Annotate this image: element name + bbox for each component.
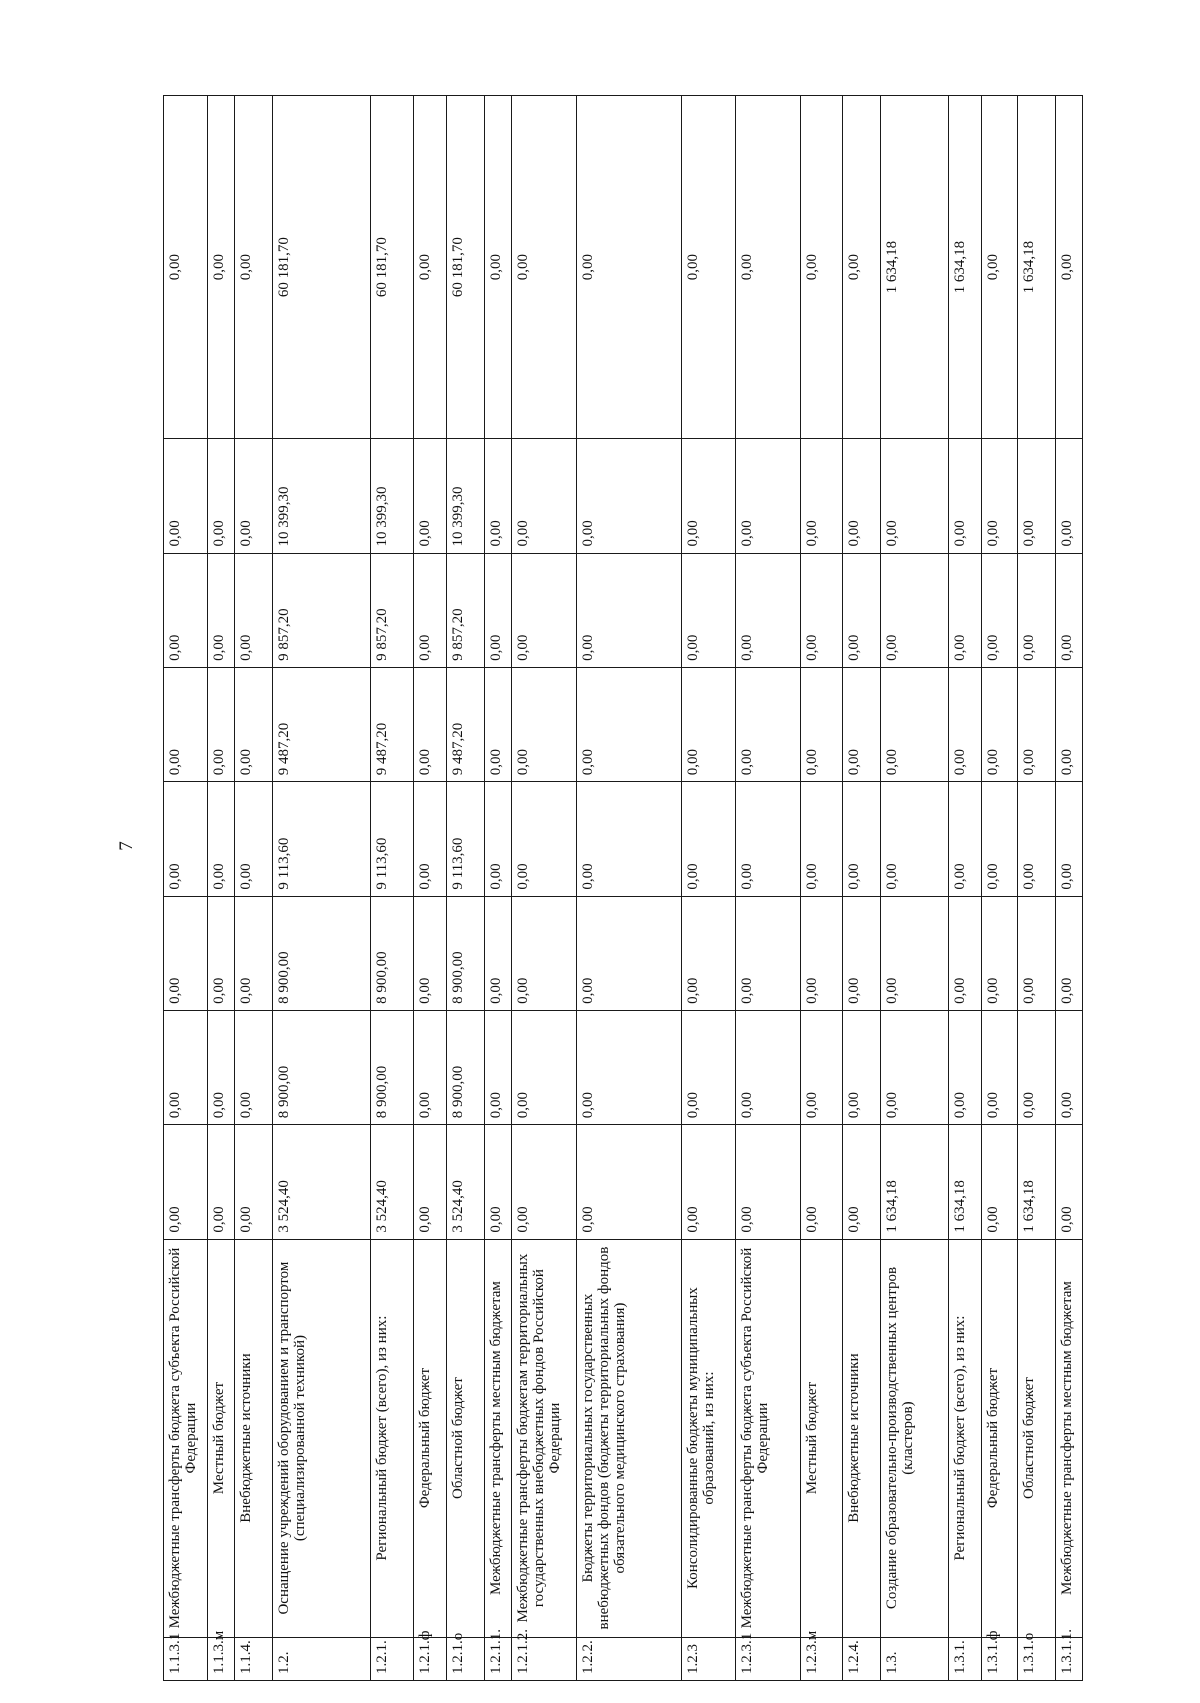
- value-cell: 0,00: [843, 553, 881, 667]
- value-cell: 0,00: [164, 553, 208, 667]
- value-cell: 0,00: [234, 896, 272, 1010]
- value-cell: 0,00: [948, 667, 982, 781]
- value-cell: 0,00: [948, 782, 982, 896]
- value-cell: 1 634,18: [881, 1125, 948, 1239]
- value-cell: 0,00: [164, 782, 208, 896]
- value-cell: 0,00: [164, 439, 208, 553]
- value-cell: 1 634,18: [948, 96, 982, 439]
- table-row: [164, 96, 208, 1681]
- value-cell: 0,00: [682, 667, 736, 781]
- value-cell: 0,00: [413, 439, 447, 553]
- value-cell: 0,00: [682, 782, 736, 896]
- table-row: [982, 96, 1018, 1681]
- value-cell: 0,00: [576, 782, 681, 896]
- table-row: [576, 96, 681, 1681]
- row-code: 1.1.4.: [234, 1637, 272, 1680]
- value-cell: 9 487,20: [371, 667, 414, 781]
- value-cell: 0,00: [485, 667, 512, 781]
- value-cell: 0,00: [881, 439, 948, 553]
- value-cell: 9 857,20: [272, 553, 371, 667]
- value-cell: 0,00: [1017, 439, 1055, 553]
- value-cell: 0,00: [1056, 1010, 1083, 1124]
- value-cell: 0,00: [413, 782, 447, 896]
- value-cell: 0,00: [164, 96, 208, 439]
- value-cell: 0,00: [485, 1010, 512, 1124]
- row-code: 1.1.3.1: [164, 1637, 208, 1680]
- value-cell: 0,00: [576, 439, 681, 553]
- budget-table-container: [163, 95, 1083, 1681]
- value-cell: 0,00: [982, 1125, 1018, 1239]
- value-cell: 0,00: [948, 896, 982, 1010]
- row-code: 1.2.2.: [576, 1637, 681, 1680]
- value-cell: 8 900,00: [371, 896, 414, 1010]
- table-row: [948, 96, 982, 1681]
- row-name: Межбюджетные трансферты бюджета субъекта Российской Федерации: [735, 1239, 800, 1637]
- row-code: 1.2.1.2.: [512, 1637, 577, 1680]
- value-cell: 0,00: [735, 667, 800, 781]
- value-cell: 0,00: [800, 1125, 843, 1239]
- value-cell: 0,00: [843, 439, 881, 553]
- value-cell: 0,00: [800, 667, 843, 781]
- value-cell: 0,00: [982, 896, 1018, 1010]
- value-cell: 0,00: [1056, 553, 1083, 667]
- value-cell: 0,00: [881, 667, 948, 781]
- value-cell: 0,00: [735, 439, 800, 553]
- value-cell: 0,00: [881, 782, 948, 896]
- row-code: 1.3.1.ф: [982, 1637, 1018, 1680]
- value-cell: 0,00: [843, 1010, 881, 1124]
- value-cell: 0,00: [843, 96, 881, 439]
- value-cell: 0,00: [234, 553, 272, 667]
- value-cell: 0,00: [512, 896, 577, 1010]
- value-cell: 9 857,20: [447, 553, 485, 667]
- row-code: 1.2.3.1: [735, 1637, 800, 1680]
- value-cell: 0,00: [982, 439, 1018, 553]
- row-name: Межбюджетные трансферты местным бюджетам: [1056, 1239, 1083, 1637]
- value-cell: 8 900,00: [447, 896, 485, 1010]
- value-cell: 0,00: [413, 1010, 447, 1124]
- table-row: [413, 96, 447, 1681]
- row-name: Региональный бюджет (всего), из них:: [371, 1239, 414, 1637]
- value-cell: 0,00: [735, 782, 800, 896]
- value-cell: 1 634,18: [881, 96, 948, 439]
- value-cell: 0,00: [682, 553, 736, 667]
- value-cell: 10 399,30: [447, 439, 485, 553]
- row-code: 1.2.3.м: [800, 1637, 843, 1680]
- value-cell: 0,00: [164, 1125, 208, 1239]
- value-cell: 8 900,00: [272, 896, 371, 1010]
- value-cell: 3 524,40: [371, 1125, 414, 1239]
- row-code: 1.2.1.ф: [413, 1637, 447, 1680]
- value-cell: 9 487,20: [272, 667, 371, 781]
- row-name: Местный бюджет: [800, 1239, 843, 1637]
- value-cell: 0,00: [576, 1010, 681, 1124]
- value-cell: 0,00: [576, 1125, 681, 1239]
- page-number: 7: [116, 841, 137, 851]
- value-cell: 0,00: [576, 667, 681, 781]
- row-code: 1.1.3.м: [207, 1637, 234, 1680]
- value-cell: 1 634,18: [1017, 1125, 1055, 1239]
- value-cell: 0,00: [164, 896, 208, 1010]
- row-code: 1.2.4.: [843, 1637, 881, 1680]
- table-row: [800, 96, 843, 1681]
- value-cell: 0,00: [735, 553, 800, 667]
- value-cell: 0,00: [234, 667, 272, 781]
- value-cell: 0,00: [207, 782, 234, 896]
- value-cell: 0,00: [1017, 667, 1055, 781]
- value-cell: 0,00: [843, 1125, 881, 1239]
- value-cell: 8 900,00: [371, 1010, 414, 1124]
- row-code: 1.3.1.о: [1017, 1637, 1055, 1680]
- value-cell: 0,00: [207, 1010, 234, 1124]
- value-cell: 0,00: [234, 439, 272, 553]
- value-cell: 0,00: [800, 553, 843, 667]
- value-cell: 0,00: [982, 96, 1018, 439]
- value-cell: 10 399,30: [272, 439, 371, 553]
- value-cell: 0,00: [1056, 782, 1083, 896]
- table-row: [843, 96, 881, 1681]
- value-cell: 0,00: [512, 667, 577, 781]
- value-cell: 0,00: [1017, 553, 1055, 667]
- row-code: 1.3.: [881, 1637, 948, 1680]
- value-cell: 0,00: [164, 1010, 208, 1124]
- value-cell: 0,00: [576, 553, 681, 667]
- row-name: Местный бюджет: [207, 1239, 234, 1637]
- value-cell: 0,00: [881, 553, 948, 667]
- value-cell: 60 181,70: [447, 96, 485, 439]
- value-cell: 60 181,70: [371, 96, 414, 439]
- value-cell: 0,00: [1017, 782, 1055, 896]
- value-cell: 0,00: [800, 1010, 843, 1124]
- value-cell: 0,00: [1056, 1125, 1083, 1239]
- table-row: [485, 96, 512, 1681]
- row-code: 1.2.1.о: [447, 1637, 485, 1680]
- value-cell: 0,00: [800, 896, 843, 1010]
- value-cell: 0,00: [1056, 667, 1083, 781]
- value-cell: 0,00: [234, 782, 272, 896]
- row-name: Федеральный бюджет: [413, 1239, 447, 1637]
- row-code: 1.2.: [272, 1637, 371, 1680]
- value-cell: 0,00: [800, 782, 843, 896]
- value-cell: 3 524,40: [272, 1125, 371, 1239]
- value-cell: 0,00: [234, 1010, 272, 1124]
- value-cell: 0,00: [982, 782, 1018, 896]
- row-name: Федеральный бюджет: [982, 1239, 1018, 1637]
- value-cell: 0,00: [1056, 96, 1083, 439]
- value-cell: 8 900,00: [447, 1010, 485, 1124]
- value-cell: 0,00: [948, 1010, 982, 1124]
- value-cell: 0,00: [1056, 439, 1083, 553]
- value-cell: 0,00: [207, 667, 234, 781]
- value-cell: 60 181,70: [272, 96, 371, 439]
- table-row: [1017, 96, 1055, 1681]
- value-cell: 9 113,60: [447, 782, 485, 896]
- value-cell: 9 857,20: [371, 553, 414, 667]
- value-cell: 0,00: [207, 96, 234, 439]
- value-cell: 0,00: [735, 1125, 800, 1239]
- table-row: [207, 96, 234, 1681]
- value-cell: 0,00: [735, 96, 800, 439]
- table-row: [1056, 96, 1083, 1681]
- row-name: Областной бюджет: [447, 1239, 485, 1637]
- value-cell: 0,00: [485, 1125, 512, 1239]
- table-row: [682, 96, 736, 1681]
- table-row: [371, 96, 414, 1681]
- row-name: Областной бюджет: [1017, 1239, 1055, 1637]
- value-cell: 0,00: [1056, 896, 1083, 1010]
- row-code: 1.2.1.1.: [485, 1637, 512, 1680]
- value-cell: 0,00: [1017, 896, 1055, 1010]
- value-cell: 0,00: [512, 439, 577, 553]
- table-row: [512, 96, 577, 1681]
- value-cell: 0,00: [682, 1010, 736, 1124]
- value-cell: 0,00: [485, 96, 512, 439]
- value-cell: 0,00: [682, 439, 736, 553]
- value-cell: 0,00: [485, 553, 512, 667]
- table-row: [234, 96, 272, 1681]
- value-cell: 0,00: [982, 667, 1018, 781]
- table-row: [881, 96, 948, 1681]
- value-cell: 9 113,60: [272, 782, 371, 896]
- value-cell: 0,00: [485, 896, 512, 1010]
- row-name: Консолидированные бюджеты муниципальных образований, из них:: [682, 1239, 736, 1637]
- value-cell: 0,00: [485, 439, 512, 553]
- value-cell: 0,00: [1017, 1010, 1055, 1124]
- row-name: Бюджеты территориальных государственных внебюджетных фондов (бюджеты территориальных фондов обязательного медицинского страхования): [576, 1239, 681, 1637]
- row-code: 1.2.1.: [371, 1637, 414, 1680]
- row-code: 1.3.1.1.: [1056, 1637, 1083, 1680]
- table-row: [735, 96, 800, 1681]
- value-cell: 0,00: [512, 1010, 577, 1124]
- value-cell: 0,00: [682, 896, 736, 1010]
- value-cell: 0,00: [413, 553, 447, 667]
- value-cell: 0,00: [512, 782, 577, 896]
- value-cell: 0,00: [982, 1010, 1018, 1124]
- value-cell: 0,00: [843, 782, 881, 896]
- value-cell: 9 113,60: [371, 782, 414, 896]
- row-name: Внебюджетные источники: [234, 1239, 272, 1637]
- value-cell: 0,00: [485, 782, 512, 896]
- budget-table: [163, 95, 1083, 1681]
- value-cell: 0,00: [234, 1125, 272, 1239]
- value-cell: 0,00: [234, 96, 272, 439]
- value-cell: 0,00: [207, 439, 234, 553]
- row-name: Межбюджетные трансферты бюджетам территориальных государственных внебюджетных фондов Российской Федерации: [512, 1239, 577, 1637]
- row-name: Создание образовательно-производственных центров (кластеров): [881, 1239, 948, 1637]
- value-cell: 0,00: [413, 896, 447, 1010]
- value-cell: 0,00: [207, 1125, 234, 1239]
- row-code: 1.3.1.: [948, 1637, 982, 1680]
- row-name: Внебюджетные источники: [843, 1239, 881, 1637]
- value-cell: 10 399,30: [371, 439, 414, 553]
- value-cell: 0,00: [843, 667, 881, 781]
- table-row: [272, 96, 371, 1681]
- value-cell: 0,00: [735, 896, 800, 1010]
- row-name: Оснащение учреждений оборудованием и транспортом (специализированной техникой): [272, 1239, 371, 1637]
- value-cell: 0,00: [413, 667, 447, 781]
- value-cell: 0,00: [576, 896, 681, 1010]
- value-cell: 0,00: [512, 553, 577, 667]
- value-cell: 0,00: [413, 96, 447, 439]
- value-cell: 0,00: [948, 439, 982, 553]
- value-cell: 0,00: [843, 896, 881, 1010]
- value-cell: 1 634,18: [1017, 96, 1055, 439]
- table-row: [447, 96, 485, 1681]
- value-cell: 0,00: [164, 667, 208, 781]
- row-code: 1.2.3: [682, 1637, 736, 1680]
- row-name: Региональный бюджет (всего), из них:: [948, 1239, 982, 1637]
- value-cell: 0,00: [881, 1010, 948, 1124]
- value-cell: 0,00: [982, 553, 1018, 667]
- value-cell: 0,00: [207, 553, 234, 667]
- value-cell: 0,00: [948, 553, 982, 667]
- value-cell: 0,00: [682, 1125, 736, 1239]
- value-cell: 3 524,40: [447, 1125, 485, 1239]
- value-cell: 0,00: [207, 896, 234, 1010]
- value-cell: 0,00: [800, 96, 843, 439]
- row-name: Межбюджетные трансферты местным бюджетам: [485, 1239, 512, 1637]
- value-cell: 0,00: [512, 96, 577, 439]
- row-name: Межбюджетные трансферты бюджета субъекта Российской Федерации: [164, 1239, 208, 1637]
- value-cell: 0,00: [735, 1010, 800, 1124]
- value-cell: 0,00: [413, 1125, 447, 1239]
- value-cell: 9 487,20: [447, 667, 485, 781]
- value-cell: 0,00: [512, 1125, 577, 1239]
- value-cell: 0,00: [576, 96, 681, 439]
- value-cell: 8 900,00: [272, 1010, 371, 1124]
- value-cell: 0,00: [881, 896, 948, 1010]
- value-cell: 1 634,18: [948, 1125, 982, 1239]
- value-cell: 0,00: [800, 439, 843, 553]
- value-cell: 0,00: [682, 96, 736, 439]
